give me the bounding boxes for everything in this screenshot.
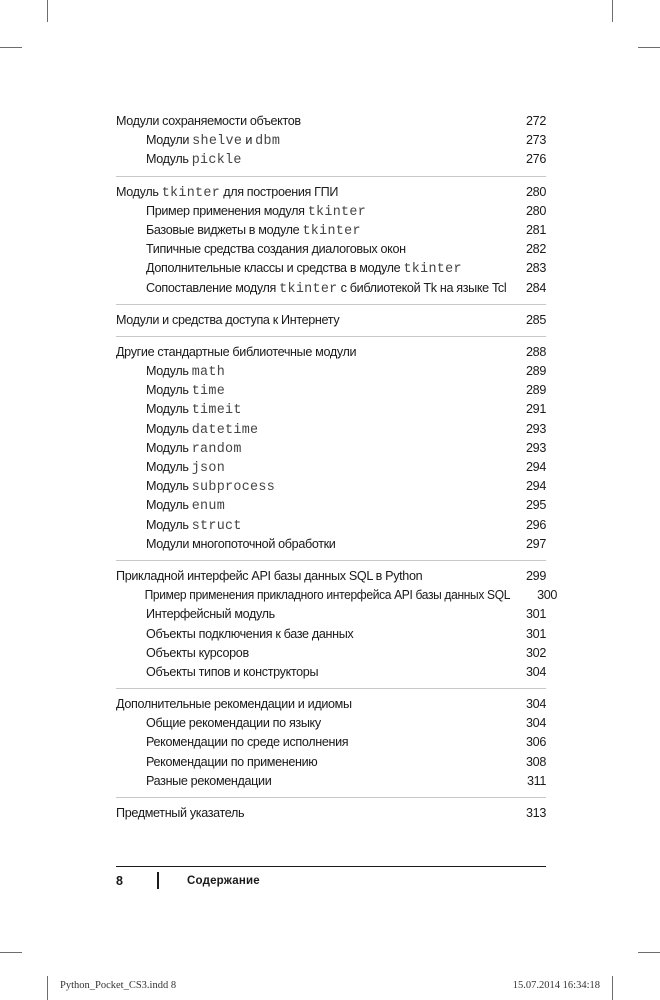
code-term: datetime (191, 422, 259, 438)
title-text: Модуль (146, 460, 192, 474)
toc-page-number: 300 (537, 588, 558, 603)
toc-page-number: 273 (526, 133, 546, 148)
title-text: Другие стандартные библиотечные модули (116, 344, 357, 359)
toc-entry-title (116, 420, 258, 440)
toc-page-number: 302 (526, 645, 546, 660)
toc-entry-title (116, 202, 366, 222)
toc-subentry[interactable] (116, 221, 546, 240)
code-term: tkinter (302, 223, 361, 239)
toc-entry-title (116, 381, 225, 401)
toc-entry-title (116, 644, 249, 663)
toc-page-number: 301 (526, 626, 546, 641)
code-term: json (191, 461, 226, 476)
toc-page-number: 280 (526, 184, 546, 199)
toc-subentry[interactable] (116, 625, 546, 644)
toc-subentry[interactable] (116, 240, 546, 259)
toc-entry-title (116, 400, 242, 420)
toc-entry-title (116, 516, 242, 536)
toc-subentry[interactable] (116, 733, 546, 752)
title-text: Общие рекомендации по языку (146, 716, 321, 731)
crop-mark (47, 0, 48, 22)
toc-page-number: 281 (526, 222, 546, 237)
toc-entry-title (116, 695, 352, 714)
title-text: Модуль (116, 184, 162, 199)
title-text: Модуль (146, 498, 192, 513)
toc-entry-title (116, 535, 335, 554)
title-text: Разные рекомендации (146, 773, 272, 788)
table-of-contents (116, 112, 558, 823)
title-text: Дополнительные рекомендации и идиомы (116, 697, 352, 712)
title-text: Предметный указатель (116, 806, 245, 820)
title-text: Модуль (146, 402, 192, 417)
toc-subentry[interactable] (116, 458, 546, 477)
toc-subentry[interactable] (116, 772, 546, 791)
toc-subentry[interactable] (116, 586, 558, 605)
toc-entry-title (116, 259, 462, 279)
toc-page-number: 293 (526, 440, 546, 455)
title-text: Модули и средства доступа к Интернету (116, 312, 340, 327)
toc-entry-title (116, 458, 225, 478)
toc-group (116, 336, 546, 554)
print-slug-file: Python_Pocket_CS3.indd 8 (60, 980, 177, 991)
code-term: tkinter (307, 204, 367, 220)
title-text: Пример применения модуля (146, 203, 308, 218)
toc-page-number: 311 (526, 773, 546, 788)
toc-page-number: 313 (526, 806, 546, 820)
title-text: Сопоставление модуля (146, 280, 280, 295)
toc-page-number: 280 (526, 203, 546, 218)
toc-subentry[interactable] (116, 259, 546, 278)
toc-entry-title (116, 362, 225, 382)
footer-section-title: Содержание (187, 875, 260, 887)
toc-page-number: 299 (526, 568, 546, 583)
toc-subentry[interactable] (116, 400, 546, 419)
toc-entry-title (116, 714, 321, 733)
title-text: Модуль (146, 421, 192, 436)
toc-page-number: 284 (526, 280, 546, 295)
title-text: Дополнительные классы и средства в модуле (146, 261, 404, 276)
toc-subentry[interactable] (116, 496, 546, 515)
title-text: Модуль (146, 440, 192, 455)
toc-entry-title (116, 663, 318, 682)
title-text: Интерфейсный модуль (146, 607, 275, 622)
toc-group (116, 304, 546, 330)
crop-mark (612, 0, 613, 22)
crop-mark (0, 952, 22, 953)
toc-entry-title (116, 496, 225, 516)
code-term: tkinter (403, 262, 462, 278)
toc-subentry[interactable] (116, 279, 546, 298)
toc-entry[interactable] (116, 183, 546, 202)
title-text: Модули сохраняемости объектов (116, 114, 301, 128)
toc-entry-title (116, 343, 356, 362)
code-term: dbm (255, 134, 281, 150)
toc-entry-title (116, 279, 506, 299)
toc-subentry[interactable] (116, 753, 546, 772)
toc-entry-title (116, 112, 301, 131)
code-term: enum (191, 499, 226, 515)
crop-mark (0, 47, 22, 48)
title-text: Модуль (146, 364, 192, 379)
toc-entry-title (116, 753, 317, 772)
toc-page-number: 289 (526, 383, 546, 398)
toc-entry-title (116, 439, 242, 459)
code-term: timeit (191, 403, 242, 419)
toc-page-number: 306 (526, 735, 546, 750)
toc-page-number: 291 (526, 402, 546, 417)
toc-subentry[interactable] (116, 381, 546, 400)
title-text: Модули многопоточной обработки (146, 536, 336, 551)
toc-page-number: 304 (526, 697, 546, 712)
toc-entry-title (116, 733, 348, 752)
title-text: Модуль (146, 383, 192, 398)
title-text: и (242, 133, 256, 148)
toc-subentry[interactable] (116, 605, 546, 624)
title-text: Базовые виджеты в модуле (146, 222, 303, 237)
toc-entry-title (116, 772, 271, 791)
toc-entry[interactable] (116, 311, 546, 330)
toc-entry[interactable] (116, 112, 546, 131)
toc-entry-title (116, 605, 275, 624)
title-text: Прикладной интерфейс API базы данных SQL в Python (116, 568, 423, 583)
title-text: Модуль (146, 479, 192, 494)
toc-page-number: 272 (526, 114, 546, 128)
toc-entry[interactable] (116, 343, 546, 362)
toc-page-number: 288 (526, 344, 546, 359)
footer-divider (157, 872, 159, 889)
code-term: struct (191, 518, 242, 534)
toc-subentry[interactable] (116, 516, 546, 535)
toc-entry-title (116, 625, 353, 644)
footer-page-number: 8 (116, 874, 123, 888)
toc-subentry[interactable] (116, 714, 546, 733)
toc-subentry[interactable] (116, 663, 546, 682)
toc-entry-title (116, 311, 339, 330)
toc-entry[interactable] (116, 695, 546, 714)
toc-entry-title (116, 183, 338, 203)
toc-page-number: 289 (526, 364, 546, 379)
toc-subentry[interactable] (116, 535, 546, 554)
crop-mark (47, 976, 48, 1000)
toc-subentry[interactable] (116, 477, 546, 496)
toc-entry[interactable] (116, 567, 546, 586)
title-text: Объекты подключения к базе данных (146, 626, 354, 641)
title-text: Объекты курсоров (146, 645, 249, 660)
code-term: random (191, 441, 242, 457)
toc-page-number: 294 (526, 479, 546, 494)
code-term: tkinter (161, 185, 221, 201)
toc-group (116, 112, 546, 170)
toc-subentry[interactable] (116, 150, 546, 169)
toc-page-number: 308 (526, 754, 546, 769)
title-text: Модуль (146, 517, 192, 532)
toc-page-number: 297 (526, 536, 546, 551)
toc-page-number: 276 (526, 152, 546, 167)
toc-page-number: 296 (526, 517, 546, 532)
crop-mark (612, 976, 613, 1000)
toc-group (116, 797, 546, 823)
toc-entry-title (116, 150, 242, 170)
toc-entry-title (116, 240, 406, 259)
toc-entry-title (116, 567, 422, 586)
title-text: Объекты типов и конструкторы (146, 664, 319, 679)
toc-page-number: 304 (526, 664, 546, 679)
toc-page-number: 285 (526, 312, 546, 327)
toc-page-number: 301 (526, 607, 546, 622)
crop-mark (638, 47, 660, 48)
code-term: subprocess (191, 480, 276, 496)
toc-page-number: 282 (526, 242, 546, 257)
footer-rule (116, 866, 546, 867)
title-text: Рекомендации по применению (146, 754, 318, 769)
toc-subentry[interactable] (116, 202, 546, 221)
toc-entry-title (116, 586, 510, 605)
title-text: Модуль (146, 152, 192, 167)
toc-page-number: 293 (526, 421, 546, 436)
toc-subentry[interactable] (116, 439, 546, 458)
toc-group (116, 688, 546, 791)
toc-entry-title (116, 221, 361, 241)
toc-entry[interactable] (116, 804, 546, 823)
title-text: Типичные средства создания диалоговых окон (146, 242, 406, 257)
title-text: для построения ГПИ (220, 184, 339, 199)
title-text: Модули (146, 133, 193, 148)
toc-subentry[interactable] (116, 362, 546, 381)
toc-entry-title (116, 131, 280, 151)
toc-group (116, 560, 558, 682)
toc-page-number: 295 (526, 498, 546, 513)
title-text: Рекомендации по среде исполнения (146, 735, 349, 750)
toc-page-number: 283 (526, 261, 546, 276)
toc-group (116, 176, 546, 298)
code-term: pickle (191, 153, 242, 169)
code-term: tkinter (279, 281, 338, 297)
toc-subentry[interactable] (116, 644, 546, 663)
toc-entry-title (116, 804, 244, 823)
title-text: Пример применения прикладного интерфейса API базы данных SQL (144, 588, 511, 603)
print-slug-datetime: 15.07.2014 16:34:18 (512, 980, 600, 991)
code-term: math (191, 365, 226, 381)
toc-page-number: 294 (526, 460, 546, 474)
code-term: time (191, 384, 226, 400)
toc-page-number: 304 (526, 716, 546, 731)
code-term: shelve (192, 134, 243, 150)
toc-subentry[interactable] (116, 131, 546, 150)
toc-subentry[interactable] (116, 420, 546, 439)
crop-mark (638, 952, 660, 953)
title-text: с библиотекой Tk на языке Tcl (337, 280, 507, 295)
toc-entry-title (116, 477, 275, 497)
